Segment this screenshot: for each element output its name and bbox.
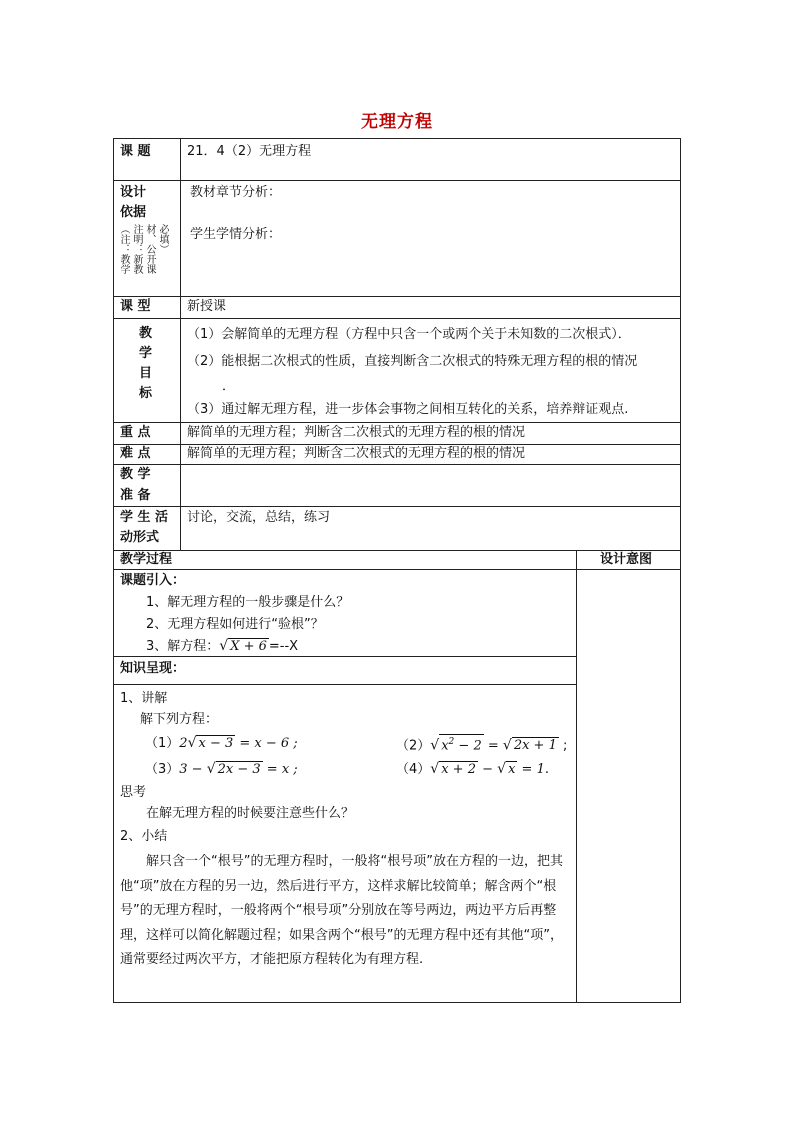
- difficulty-value: 解简单的无理方程；判断含二次根式的无理方程的根的情况: [187, 446, 526, 461]
- equation-2: （2）√ $x^2 - 2$ = √ 2x + 1 ;: [396, 734, 567, 755]
- design-note-col: （注：教学: [118, 224, 129, 274]
- goal-item-3: （3）通过解无理方程，进一步体会事物之间相互转化的关系，培养辩证观点.: [187, 402, 629, 417]
- course-type-label: 课 型: [120, 299, 151, 314]
- activity-label-1: 学 生 活: [120, 510, 169, 525]
- think-title: 思考: [120, 785, 147, 800]
- equation-3: （3）3 − √ 2x − 3 = x ;: [145, 761, 298, 777]
- student-analysis-label: 学生学情分析：: [190, 227, 282, 242]
- activity-label-2: 动形式: [120, 530, 160, 545]
- preparation-label-1: 教 学: [120, 467, 151, 482]
- difficulty-label: 难 点: [120, 446, 151, 461]
- goals-label-char: 学: [139, 346, 153, 361]
- intro-item: 1、解无理方程的一般步骤是什么？: [146, 595, 350, 610]
- goals-label-char: 教: [139, 326, 153, 341]
- key-point-value: 解简单的无理方程；判断含二次根式的无理方程的根的情况: [187, 425, 526, 440]
- knowledge-title: 知识呈现：: [120, 661, 186, 676]
- preparation-label-2: 准 备: [120, 488, 151, 503]
- think-question: 在解无理方程的时候要注意些什么？: [146, 806, 355, 821]
- textbook-analysis-label: 教材章节分析：: [190, 185, 282, 200]
- course-type-value: 新授课: [187, 299, 227, 314]
- lecture-title: 1、讲解: [120, 691, 168, 706]
- design-note-col: 材、公开课: [144, 224, 155, 274]
- key-point-label: 重 点: [120, 425, 151, 440]
- topic-value: 21．4（2）无理方程: [187, 144, 312, 159]
- design-note-col: 注明：新教: [131, 224, 142, 274]
- design-label-1: 设计: [120, 185, 147, 200]
- design-intent-header: 设计意图: [600, 552, 653, 567]
- goal-item-1: （1）会解简单的无理方程（方程中只含一个或两个关于未知数的二次根式）．: [187, 327, 631, 342]
- lecture-sub: 解下列方程：: [140, 712, 219, 727]
- summary-title: 2、小结: [120, 829, 168, 844]
- equation-1: （1）2√ x − 3 = x − 6 ;: [145, 735, 298, 751]
- goal-item-2-tail: ．: [222, 379, 236, 394]
- intro-equation: 3、解方程：√ X + 6 =--X: [146, 638, 299, 654]
- equation-4: （4）√ x + 2 − √ x = 1.: [396, 761, 549, 777]
- design-label-2: 依据: [120, 205, 147, 220]
- topic-label: 课 题: [120, 144, 151, 159]
- page-title: 无理方程: [361, 112, 433, 132]
- goals-label-char: 目: [139, 366, 153, 381]
- goals-label-char: 标: [139, 386, 153, 401]
- intro-title: 课题引入：: [120, 573, 186, 588]
- goal-item-2: （2）能根据二次根式的性质，直接判断含二次根式的特殊无理方程的根的情况: [187, 354, 638, 369]
- design-note-col: 必填）: [157, 224, 168, 254]
- intro-item: 2、无理方程如何进行“验根”？: [146, 617, 324, 632]
- activity-value: 讨论，交流，总结，练习: [187, 510, 331, 525]
- summary-text: 解只含一个“根号”的无理方程时，一般将“根号项”放在方程的一边，把其他“项”放在方程的另一边，然后进行平方，这样求解比较简单；解含两个“根号”的无理方程时，一般将两个“根号项”分别放在等号两边，两边平方后再整理，这样可以简化解题过程；如果含两个“根号”的无理方程中还有其他“项”，通常要经过两次平方，才能把原方程转化为有理方程.: [120, 854, 563, 967]
- process-header: 教学过程: [120, 552, 173, 567]
